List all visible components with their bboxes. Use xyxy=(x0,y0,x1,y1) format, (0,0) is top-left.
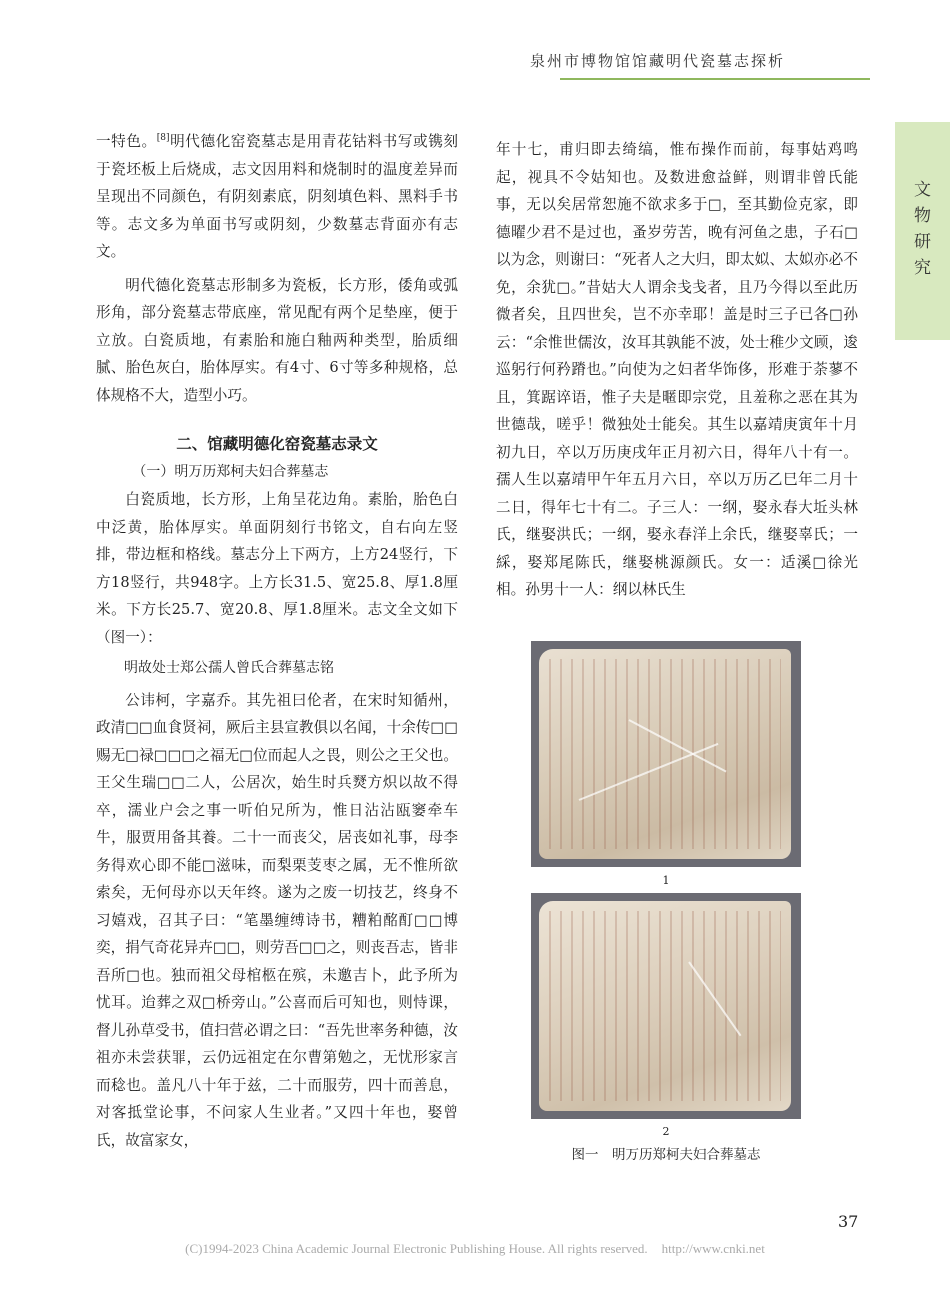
side-tab-char: 物 xyxy=(914,206,931,226)
header-rule xyxy=(560,78,870,80)
epitaph-title: 明故处士郑公孺人曾氏合葬墓志铭 xyxy=(124,660,334,676)
footnote-marker[interactable]: [8] xyxy=(156,133,170,144)
epitaph-text-continued: 年十七，甫归即去绮缟，惟布操作而前，每事姑鸡鸣起，视具不令姑知也。及数进愈益鲜，则谓非曾氏能事，无以矣居常恕施不欲求多于□，至其勤俭克家，即德曜少君不是过也，蚤岁劳苦，晚有河鱼之患，子石□以为念，则谢曰：“死者人之大归，即太姒、太姒亦必不免，余犹□。”昔姑大人谓余戋戋者，且乃今得以至此历微者矣，且四世矣，岂不亦幸耶！盖是时三子已各□孙云：“余惟世儒汝，汝耳其孰能不波，处士稚少文顾，逡巡躬行何矜蹐也。”向使为之妇者华饰侈，形难于荼蓼不且，箕踞谇语，惟子夫是暱即宗党，且羞称之恶在其为世德哉，嗟乎！微独处士能矣。其生以嘉靖庚寅年十月初九日，卒以万历庚戌年正月初六日，得年八十有一。孺人生以嘉靖甲午年五月六日，卒以万历乙巳年二月十二日，得年七十有二。子三人：一纲，娶永春大坵头林氏，继娶洪氏；一纲，娶永春洋上余氏，继娶辜氏；一綵，娶郑尾陈氏，继娶桃源颜氏。女一：适溪□徐光相。孙男十一人：纲以林氏生 xyxy=(496,141,858,598)
running-header xyxy=(0,0,870,95)
subsection-heading: （一）明万历郑柯夫妇合葬墓志 xyxy=(132,463,329,480)
copyright-text: (C)1994-2023 China Academic Journal Electronic Publishing House. All rights reserved. xyxy=(185,1241,648,1256)
left-text-column xyxy=(96,128,458,1154)
figure-panel-2-label: 2 xyxy=(662,1125,670,1138)
epitaph-tablet-photo-lower xyxy=(531,893,801,1119)
running-title: 泉州市博物馆馆藏明代瓷墓志探析 xyxy=(529,52,785,70)
page-number: 37 xyxy=(838,1212,859,1231)
section-heading: 二、馆藏明德化窑瓷墓志录文 xyxy=(176,435,378,453)
side-tab-char: 究 xyxy=(914,258,931,278)
paragraph: 白瓷质地，长方形，上角呈花边角。素胎，胎色白中泛黄，胎体厚实。单面阴刻行书铭文，自右向左竖排，带边框和格线。墓志分上下两方，上方24竖行，下方18竖行，共948字。上方长31.5、宽25.8、厚1.8厘米。下方长25.7、宽20.8、厚1.8厘米。志文全文如下（图一）： xyxy=(96,491,458,646)
paragraph xyxy=(96,128,458,266)
paragraph: 明代德化瓷墓志形制多为瓷板，长方形，倭角或弧形角，部分瓷墓志带底座，常见配有两个足垫座，便于立放。白瓷质地，有素胎和施白釉两种类型，胎质细腻、胎色灰白，胎体厚实。有4寸、6寸等多种规格，总体规格不大，造型小巧。 xyxy=(96,276,458,404)
paragraph-text: 一特色。 xyxy=(96,133,157,150)
copyright-footer xyxy=(0,1241,950,1257)
epitaph-tablet-photo-upper xyxy=(531,641,801,867)
figure-panel-2 xyxy=(531,893,801,1119)
side-tab-char: 研 xyxy=(914,232,931,252)
section-side-tab xyxy=(895,122,950,340)
figure-panel-1-label: 1 xyxy=(662,874,670,887)
side-tab-label xyxy=(895,177,950,281)
cnki-link[interactable]: http://www.cnki.net xyxy=(661,1241,765,1256)
right-text-column xyxy=(496,136,858,604)
figure-panel-1 xyxy=(531,641,801,867)
side-tab-char: 文 xyxy=(914,180,931,200)
epitaph-text: 公讳柯，字嘉乔。其先祖曰伦者，在宋时知循州，政清□□血食贤祠，厥后主县宣教俱以名闻，十余传□□赐无□禄□□□之福无□位而起人之畏，则公之王父也。王父生瑞□□二人，公居次，始生时兵燹方炽以故不得卒，濡业户会之事一听伯兄所为，惟日沾沾瓯窭牵车牛，服贾用备其養。二十一而丧父，居丧如礼事，母李务得欢心即不能□滋味，而梨栗芰枣之属，无不惟所欲索矣，无何母亦以天年终。遂为之废一切技艺，终身不习嬉戏，召其子曰：“笔墨缠缚诗书，糟粕酩酊□□博奕，捐气奇花异卉□□，则劳吾□□之，则丧吾志，皆非吾所□也。独而祖父母棺柩在殡，未邀吉卜，此予所为忧耳。迨葬之双□桥旁山。”公喜而后可知也，则恃课，督儿孙草受书，值扫营必谓之曰：“吾先世率务种德，汝祖亦未尝获罪，云仍远祖定在尔曹第勉之，无忧形家言而稔也。盖凡八十年于兹，二十而服劳，四十而善息，对客抵堂论事，不问家人生业者。”又四十年也，娶曾氏，故富家女， xyxy=(96,691,458,1149)
figure-caption: 图一 明万历郑柯夫妇合葬墓志 xyxy=(571,1147,761,1163)
paragraph-text: 明代德化窑瓷墓志是用青花钴料书写或镌刻于瓷坯板上后烧成，志文因用料和烧制时的温度差异而呈现出不同颜色，有阴刻素底，阴刻填色料、黑料手书等。志文多为单面书写或阴刻，少数墓志背面亦有志文。 xyxy=(96,133,458,260)
